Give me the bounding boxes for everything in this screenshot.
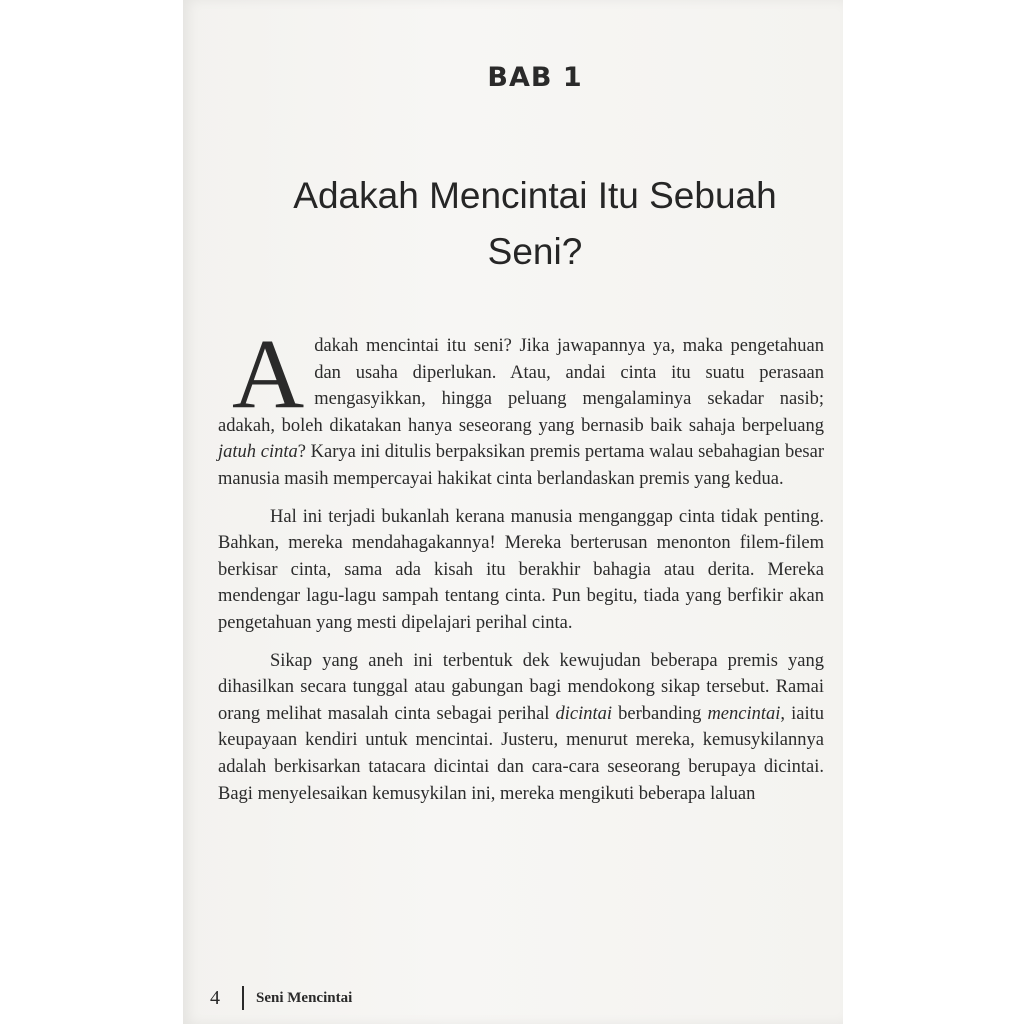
paragraph-3-text-a: Sikap yang aneh ini terbentuk dek kewujudan beberapa premis yang dihasilkan secara tunggal atau gabungan bagi mendokong sikap tersebut. Ramai orang melihat masalah cinta sebagai perihal [218, 650, 824, 724]
paragraph-2: Hal ini terjadi bukanlah kerana manusia menganggap cinta tidak penting. Bahkan, mereka mendahagakannya! Mereka berterusan menonton filem-filem berkisar cinta, sama ada kisah itu berakhir bahagia atau derita. Mereka mendengar lagu-lagu sampah tentang cinta. Pun begitu, tiada yang berfikir akan pengetahuan yang mesti dipelajari perihal cinta. [218, 506, 824, 633]
page-number: 4 [210, 986, 220, 1009]
paragraph-3-text-b: berbanding [612, 703, 708, 724]
chapter-title-line-2: Seni? [487, 231, 583, 272]
paragraph-1-text-a: dakah mencintai itu seni? Jika jawapannya ya, maka pengetahuan dan usaha diperlukan. Atau, andai cinta itu suatu perasaan mengasyikkan, hingga peluang mengalaminya sekadar nasib; adakah, boleh dikatakan hanya seseorang yang bernasib baik sahaja berpeluang [218, 336, 824, 436]
chapter-title-line-1: Adakah Mencintai Itu Sebuah [293, 175, 777, 216]
paragraph-1 [218, 318, 824, 493]
drop-cap: A [232, 318, 305, 429]
page-footer [210, 986, 352, 1010]
chapter-body [218, 318, 824, 818]
paragraph-1-emphasis: jatuh cinta [218, 442, 298, 463]
paragraph-3-emphasis-1: dicintai [555, 703, 613, 724]
paragraph-3 [218, 648, 824, 808]
chapter-title [230, 168, 840, 280]
paragraph-1-text-b: ? Karya ini ditulis berpaksikan premis pertama walau sebahagian besar manusia masih mempercayai hakikat cinta berlandaskan premis yang kedua. [218, 442, 824, 489]
paragraph-3-text-c: , iaitu keupayaan kendiri untuk mencintai. Justeru, menurut mereka, kemusykilannya adalah berkisarkan tatacara dicintai dan cara-cara seseorang berupaya dicintai. Bagi menyelesaikan kemusykilan ini, mereka mengikuti beberapa laluan [218, 703, 824, 804]
chapter-label: BAB 1 [487, 62, 583, 93]
footer-divider [242, 986, 244, 1010]
running-book-title: Seni Mencintai [256, 989, 353, 1006]
paragraph-3-emphasis-2: mencintai [707, 703, 781, 724]
